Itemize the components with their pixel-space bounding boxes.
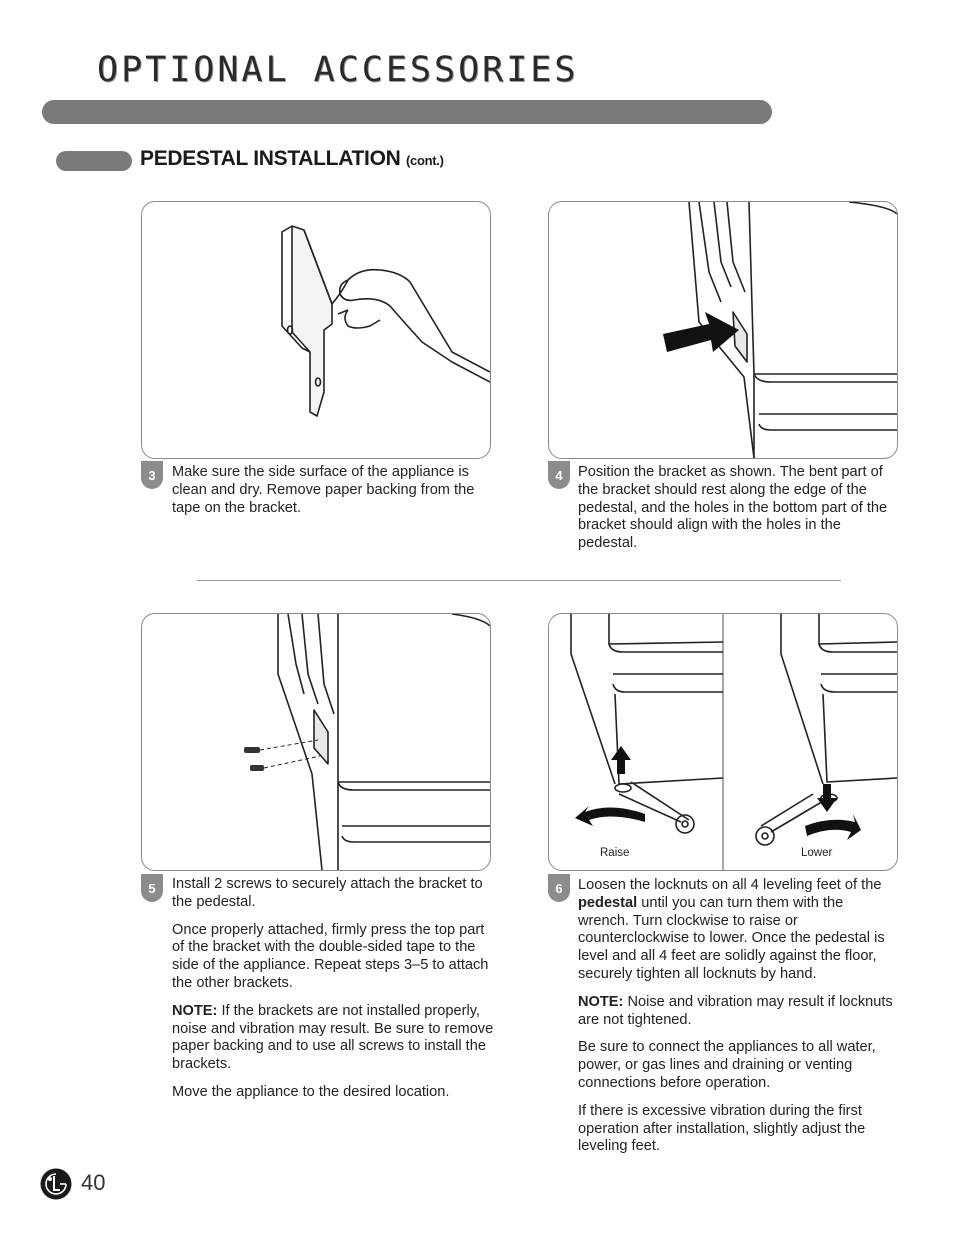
step-5-text: [172, 876, 494, 1112]
step-6-text: [578, 877, 898, 1166]
step-4-text: [578, 464, 900, 563]
section-heading-text: PEDESTAL INSTALLATION: [140, 147, 401, 170]
page-title: OPTIONAL ACCESSORIES: [97, 50, 579, 90]
bracket-hand-drawing: [142, 202, 490, 458]
step-6-paragraph-3: Be sure to connect the appliances to all water, power, or gas lines and draining or venting connections before operation.: [578, 1039, 876, 1091]
section-pill: [56, 151, 132, 171]
step-6-badge: 6: [548, 874, 570, 902]
bracket-position-drawing: [549, 202, 897, 458]
section-heading: [140, 147, 444, 171]
step-6-paragraph-4: If there is excessive vibration during the first operation after installation, slightly adjust the leveling feet.: [578, 1102, 866, 1155]
leveling-feet-drawing: [549, 614, 897, 870]
step-4-paragraph: Position the bracket as shown. The bent part of the bracket should rest along the edge of the pedestal, and the holes in the bottom part of the bracket should align with the holes in the pedestal.: [578, 464, 888, 552]
step-5-note-label: NOTE:: [172, 1002, 218, 1019]
raise-caption: Raise: [600, 847, 630, 859]
step-6-note-text: Noise and vibration may result if locknuts are not tightened.: [578, 993, 893, 1028]
step-6-paragraph-1: [578, 877, 898, 984]
step-6-p1-start: Loosen the locknuts on all 4 leveling feet of the: [578, 877, 882, 893]
step-6-p1-end: until you can turn them with the wrench. Turn clockwise to raise or counterclockwise to lower. Once the pedestal is level and all 4 feet are solidly against the floor, securely tighten all locknuts by hand.: [578, 894, 885, 982]
screws-bracket-drawing: [142, 614, 490, 870]
step-3-paragraph: Make sure the side surface of the appliance is clean and dry. Remove paper backing from the tape on the bracket.: [172, 464, 475, 516]
step-6-note: [578, 994, 898, 1030]
step-5-badge: 5: [141, 874, 163, 902]
step-5-illustration: [141, 613, 491, 871]
step-4-illustration: [548, 201, 898, 459]
step-5-note: [172, 1003, 494, 1074]
lg-logo-icon: [40, 1168, 72, 1200]
step-5-paragraph-1: Install 2 screws to securely attach the bracket to the pedestal.: [172, 876, 483, 910]
step-6-illustration: [548, 613, 898, 871]
page-number: 40: [81, 1170, 106, 1195]
step-3-badge: 3: [141, 461, 163, 489]
step-5-paragraph-4: Move the appliance to the desired location.: [172, 1083, 450, 1100]
step-5-note-text: If the brackets are not installed properly, noise and vibration may result. Be sure to remove paper backing and to use all screws to install the brackets.: [172, 1002, 494, 1073]
step-6-p1-bold: pedestal: [578, 894, 638, 911]
step-6-note-label: NOTE:: [578, 993, 624, 1010]
step-3-text: [172, 464, 492, 527]
title-bar: [42, 100, 772, 124]
step-5-paragraph-2: Once properly attached, firmly press the top part of the bracket with the double-sided tape to the side of the appliance. Repeat steps 3–5 to attach the other brackets.: [172, 921, 489, 991]
section-divider: [197, 580, 841, 581]
section-heading-suffix: (cont.): [406, 153, 444, 168]
lower-caption: Lower: [801, 847, 833, 859]
step-4-badge: 4: [548, 461, 570, 489]
step-3-illustration: [141, 201, 491, 459]
